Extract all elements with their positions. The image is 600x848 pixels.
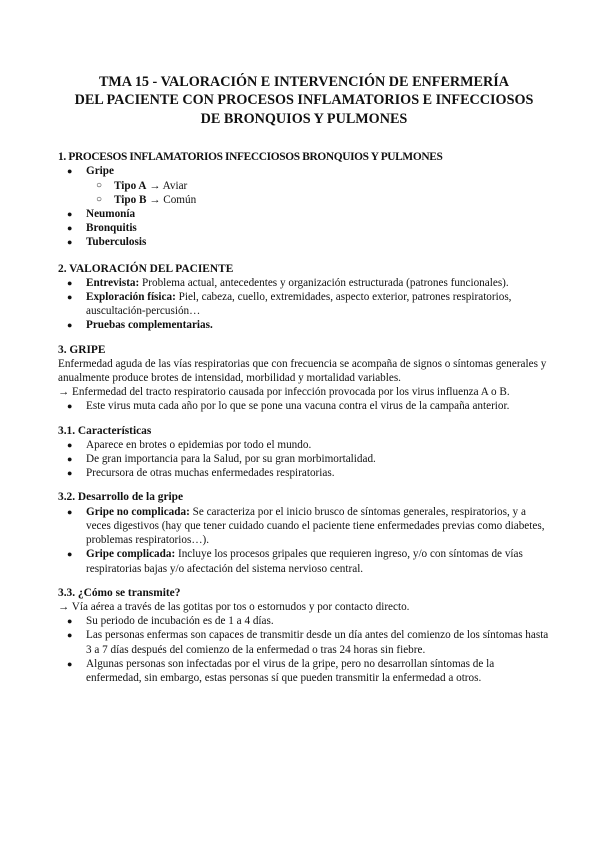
section-3-3 [58,586,550,685]
section-2-list [58,276,550,333]
section-2 [58,262,550,333]
gripe-complicada-label: Gripe complicada: [86,548,176,561]
list-item-brotes: ● Aparece en brotes o epidemias por todo el mundo. [58,438,550,452]
section-3-3-arrow-note: → Vía aérea a través de las gotitas por tos o estornudos y por contacto directo. [58,600,410,613]
entrevista-text: Problema actual, antecedentes y organización estructurada (patrones funcionales). [139,276,509,289]
list-item-gripe-complicada [58,547,550,575]
section-3-1-heading: 3.1. Características [58,424,152,437]
list-item-gripe-no-complicada [58,505,550,548]
section-3-heading: 3. GRIPE [58,343,106,356]
title-line-3: DE BRONQUIOS Y PULMONES [200,110,408,127]
document-page [58,73,550,685]
gripe-complicada-text: Incluye los procesos gripales que requieren ingreso, y/o con síntomas de vías respiratorias bajas y/o afectación del sistema nervioso central. [86,548,523,575]
list-item-importancia: ● De gran importancia para la Salud, por su gran morbimortalidad. [58,452,550,466]
list-item-incubacion: ● Su periodo de incubación es de 1 a 4 días. [58,614,550,628]
list-item-pruebas [58,318,550,332]
tuberculosis-label: Tuberculosis [86,236,147,249]
section-3-3-list [58,614,550,685]
list-item-bronquitis [58,221,550,235]
pruebas-label: Pruebas complementarias. [86,319,213,332]
section-1-list [58,164,550,249]
gripe-no-complicada-label: Gripe no complicada: [86,505,190,518]
exploracion-text: Piel, cabeza, cuello, extremidades, aspecto exterior, patrones respiratorios, auscultación-percusión… [86,291,512,318]
list-item-gripe [58,164,550,207]
section-3-arrow-note: → Enfermedad del tracto respiratorio causada por infección provocada por los virus influenza A o B. [58,386,510,399]
section-3-1-list [58,438,550,481]
list-item-transmision: ● Las personas enfermas son capaces de transmitir desde un día antes del comienzo de los síntomas hasta 3 a 7 días después del comienzo de la enfermedad o tras 24 horas sin fiebre. [58,628,550,656]
list-item-tuberculosis [58,235,550,249]
tipo-a-label: Tipo A [114,179,147,192]
list-item-entrevista [58,276,550,290]
tipo-b-value: → Común [146,193,197,206]
section-1 [58,150,550,249]
neumonia-label: Neumonía [86,208,136,221]
bronquitis-label: Bronquitis [86,222,137,235]
section-3-paragraph: Enfermedad aguda de las vías respiratorias que con frecuencia se acompaña de signos o síntomas generales y anualmente produce brotes de intensidad, morbilidad y mortalidad variables. [58,357,547,385]
list-item-tipo-b [58,193,550,207]
list-item-precursora: ● Precursora de otras muchas enfermedades respiratorias. [58,466,550,480]
document-title [58,73,550,128]
section-3-2-heading: 3.2. Desarrollo de la gripe [58,491,184,504]
section-3-2 [58,490,550,575]
section-3-list [58,399,550,413]
list-item-asintomaticos: ● Algunas personas son infectadas por el virus de la gripe, pero no desarrollan síntomas de la enfermedad, sin embargo, estas personas sí que pueden transmitir la enfermedad a otros. [58,657,550,685]
list-item-tipo-a [58,179,550,193]
section-3-2-list [58,505,550,576]
section-3 [58,343,550,414]
title-line-1: TMA 15 - VALORACIÓN E INTERVENCIÓN DE ENFERMERÍA [98,74,510,90]
exploracion-label: Exploración física: [86,291,176,304]
section-2-heading: 2. VALORACIÓN DEL PACIENTE [58,262,234,275]
title-line-2: DEL PACIENTE CON PROCESOS INFLAMATORIOS E INFECCIOSOS [74,92,534,109]
gripe-no-complicada-text: Se caracteriza por el inicio brusco de síntomas generales, respiratorios, y a veces digestivos (hay que tener cuidado cuando el paciente tiene enfermedades previas como diabetes, problemas respiratorios…). [86,505,545,547]
entrevista-label: Entrevista: [86,276,140,289]
list-item-vacuna: ● Este virus muta cada año por lo que se pone una vacuna contra el virus de la campaña anterior. [58,399,550,413]
tipo-b-label: Tipo B [114,193,147,206]
gripe-label: Gripe [86,165,114,178]
section-3-1 [58,424,550,481]
section-3-3-heading: 3.3. ¿Cómo se transmite? [58,586,181,599]
tipo-a-value: → Aviar [146,179,188,192]
list-item-exploracion [58,290,550,318]
list-item-neumonia [58,207,550,221]
gripe-subtypes-list [58,179,550,207]
section-1-heading: 1. PROCESOS INFLAMATORIOS INFECCIOSOS BRONQUIOS Y PULMONES [58,151,443,164]
